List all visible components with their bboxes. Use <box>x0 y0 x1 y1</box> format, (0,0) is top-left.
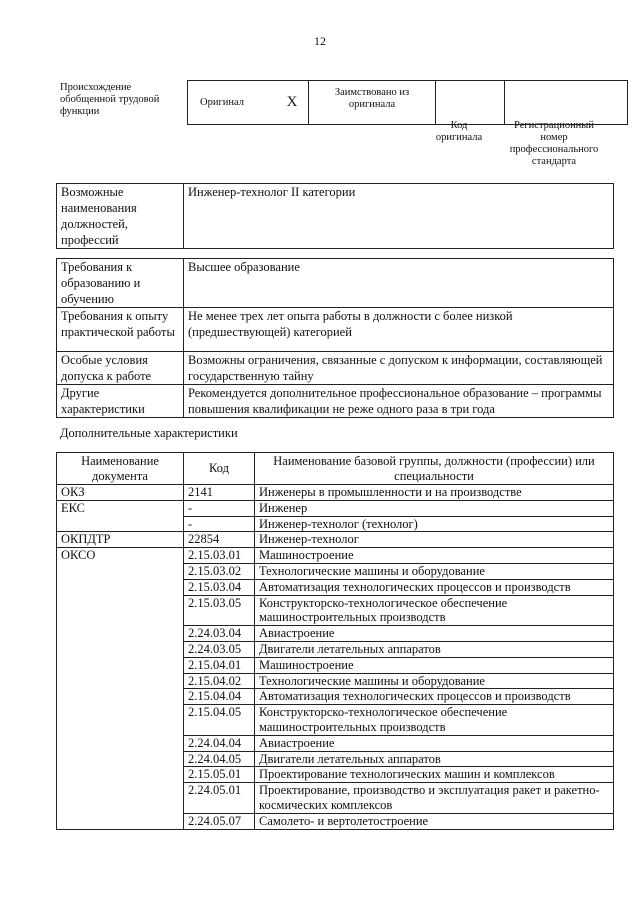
row-code: 2141 <box>184 485 255 501</box>
row-code: - <box>184 500 255 516</box>
row-name: Технологические машины и оборудование <box>255 673 614 689</box>
req-label-experience: Требования к опыту практической работы <box>57 308 184 352</box>
row-code: 2.24.05.07 <box>184 813 255 829</box>
header-name: Наименование базовой группы, должности (профессии) или специальности <box>255 453 614 485</box>
req-label-education: Требования к образованию и обучению <box>57 259 184 308</box>
row-document: ОКПДТР <box>57 532 184 548</box>
row-name: Автоматизация технологических процессов и производств <box>255 579 614 595</box>
original-label: Оригинал <box>200 97 244 108</box>
row-code: 2.24.04.05 <box>184 751 255 767</box>
possible-names-value: Инженер-технолог II категории <box>184 184 614 249</box>
row-code: 22854 <box>184 532 255 548</box>
row-name: Машиностроение <box>255 657 614 673</box>
row-code: 2.24.04.04 <box>184 735 255 751</box>
original-mark: X <box>276 81 309 125</box>
additional-table <box>56 452 614 830</box>
code-original-cell <box>436 81 505 125</box>
req-value-education: Высшее образование <box>184 259 614 308</box>
row-code: 2.15.04.05 <box>184 705 255 736</box>
req-value-experience: Не менее трех лет опыта работы в должности с более низкой (предшествующей) категорией <box>184 308 614 352</box>
row-name: Инженер-технолог (технолог) <box>255 516 614 532</box>
reg-number-caption: Регистрационный номер профессионального стандарта <box>509 120 599 167</box>
row-document: ОКЗ <box>57 485 184 501</box>
possible-names-label: Возможные наименования должностей, профессий <box>57 184 184 249</box>
row-code: 2.15.04.01 <box>184 657 255 673</box>
row-code: 2.15.03.01 <box>184 548 255 564</box>
row-code: 2.15.03.05 <box>184 595 255 626</box>
table-row <box>57 485 614 501</box>
header-document: Наименование документа <box>57 453 184 485</box>
row-document: ОКСО <box>57 548 184 829</box>
origin-table <box>187 80 628 125</box>
row-code: 2.15.03.04 <box>184 579 255 595</box>
table-row <box>57 548 614 564</box>
row-name: Технологические машины и оборудование <box>255 563 614 579</box>
row-code: 2.24.03.04 <box>184 626 255 642</box>
reg-number-cell <box>505 81 628 125</box>
original-cell <box>188 81 277 125</box>
row-name: Автоматизация технологических процессов и производств <box>255 689 614 705</box>
page-number: 12 <box>314 34 326 48</box>
additional-heading: Дополнительные характеристики <box>60 426 238 440</box>
row-code: - <box>184 516 255 532</box>
row-name: Инженер <box>255 500 614 516</box>
row-code: 2.24.03.05 <box>184 641 255 657</box>
code-original-caption: Код оригинала <box>435 120 483 143</box>
header-code: Код <box>184 453 255 485</box>
row-name: Проектирование технологических машин и комплексов <box>255 767 614 783</box>
row-name: Инженер-технолог <box>255 532 614 548</box>
borrowed-label: Заимствовано из оригинала <box>309 81 436 125</box>
additional-table-body <box>57 485 614 830</box>
req-value-special: Возможны ограничения, связанные с допуском к информации, составляющей государственную тайну <box>184 352 614 385</box>
row-code: 2.15.04.04 <box>184 689 255 705</box>
req-label-other: Другие характеристики <box>57 385 184 418</box>
requirements-table <box>56 258 614 418</box>
row-code: 2.15.03.02 <box>184 563 255 579</box>
req-value-other: Рекомендуется дополнительное профессиональное образование – программы повышения квалификации не реже одного раза в три года <box>184 385 614 418</box>
table-row <box>57 500 614 516</box>
table-row <box>57 532 614 548</box>
row-name: Конструкторско-технологическое обеспечение машиностроительных производств <box>255 595 614 626</box>
origin-label: Происхождение обобщенной трудовой функции <box>60 82 160 117</box>
row-name: Авиастроение <box>255 626 614 642</box>
row-code: 2.15.05.01 <box>184 767 255 783</box>
row-code: 2.15.04.02 <box>184 673 255 689</box>
row-name: Проектирование, производство и эксплуатация ракет и ракетно-космических комплексов <box>255 783 614 814</box>
row-name: Конструкторско-технологическое обеспечение машиностроительных производств <box>255 705 614 736</box>
row-name: Авиастроение <box>255 735 614 751</box>
row-name: Машиностроение <box>255 548 614 564</box>
row-name: Двигатели летательных аппаратов <box>255 751 614 767</box>
row-name: Инженеры в промышленности и на производстве <box>255 485 614 501</box>
req-label-special: Особые условия допуска к работе <box>57 352 184 385</box>
row-name: Двигатели летательных аппаратов <box>255 641 614 657</box>
row-code: 2.24.05.01 <box>184 783 255 814</box>
row-name: Самолето- и вертолетостроение <box>255 813 614 829</box>
possible-names-table <box>56 183 614 249</box>
row-document: ЕКС <box>57 500 184 532</box>
